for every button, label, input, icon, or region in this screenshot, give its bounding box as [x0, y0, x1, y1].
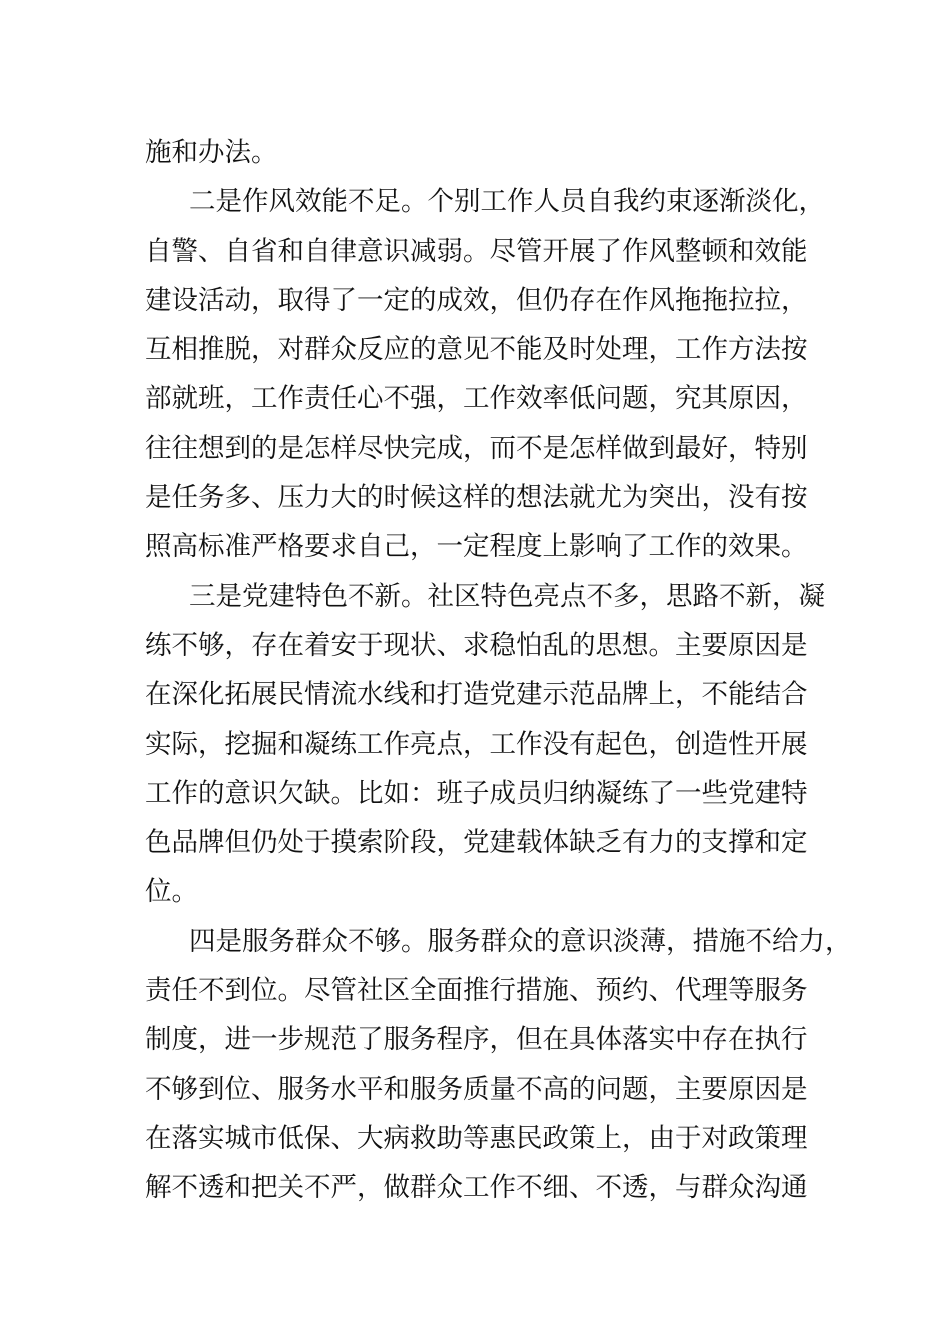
text-line: 在落实城市低保、大病救助等惠民政策上，由于对政策理: [145, 1122, 808, 1154]
text-line: 建设活动，取得了一定的成效，但仍存在作风拖拖拉拉，: [145, 284, 808, 316]
text-line: 责任不到位。尽管社区全面推行措施、预约、代理等服务: [145, 975, 808, 1007]
text-line: 制度，进一步规范了服务程序，但在具体落实中存在执行: [145, 1024, 808, 1056]
text-line: 练不够，存在着安于现状、求稳怕乱的思想。主要原因是: [145, 629, 808, 661]
paragraph-start-line: 四是服务群众不够。服务群众的意识淡薄，措施不给力，: [189, 925, 852, 957]
text-line: 部就班，工作责任心不强，工作效率低问题，究其原因，: [145, 383, 808, 415]
text-line: 色品牌但仍处于摸索阶段，党建载体缺乏有力的支撑和定: [145, 827, 808, 859]
text-line: 照高标准严格要求自己，一定程度上影响了工作的效果。: [145, 531, 808, 563]
paragraph-start-line: 二是作风效能不足。个别工作人员自我约束逐渐淡化，: [189, 186, 825, 218]
text-line: 自警、自省和自律意识减弱。尽管开展了作风整顿和效能: [145, 235, 808, 267]
text-line: 施和办法。: [145, 137, 278, 168]
text-line: 在深化拓展民情流水线和打造党建示范品牌上，不能结合: [145, 679, 808, 711]
text-line: 往往想到的是怎样尽快完成，而不是怎样做到最好，特别: [145, 432, 808, 464]
paragraph-start-line: 三是党建特色不新。社区特色亮点不多，思路不新，凝: [189, 580, 825, 612]
text-line: 实际，挖掘和凝练工作亮点，工作没有起色，创造性开展: [145, 728, 808, 760]
text-line: 解不透和把关不严，做群众工作不细、不透，与群众沟通: [145, 1172, 808, 1204]
text-line: 是任务多、压力大的时候这样的想法就尤为突出，没有按: [145, 482, 808, 514]
text-line: 互相推脱，对群众反应的意见不能及时处理，工作方法按: [145, 334, 808, 366]
text-line: 工作的意识欠缺。比如：班子成员归纳凝练了一些党建特: [145, 777, 808, 809]
text-line: 不够到位、服务水平和服务质量不高的问题，主要原因是: [145, 1073, 808, 1105]
document-body: [145, 128, 852, 1213]
text-line: 位。: [145, 876, 198, 908]
